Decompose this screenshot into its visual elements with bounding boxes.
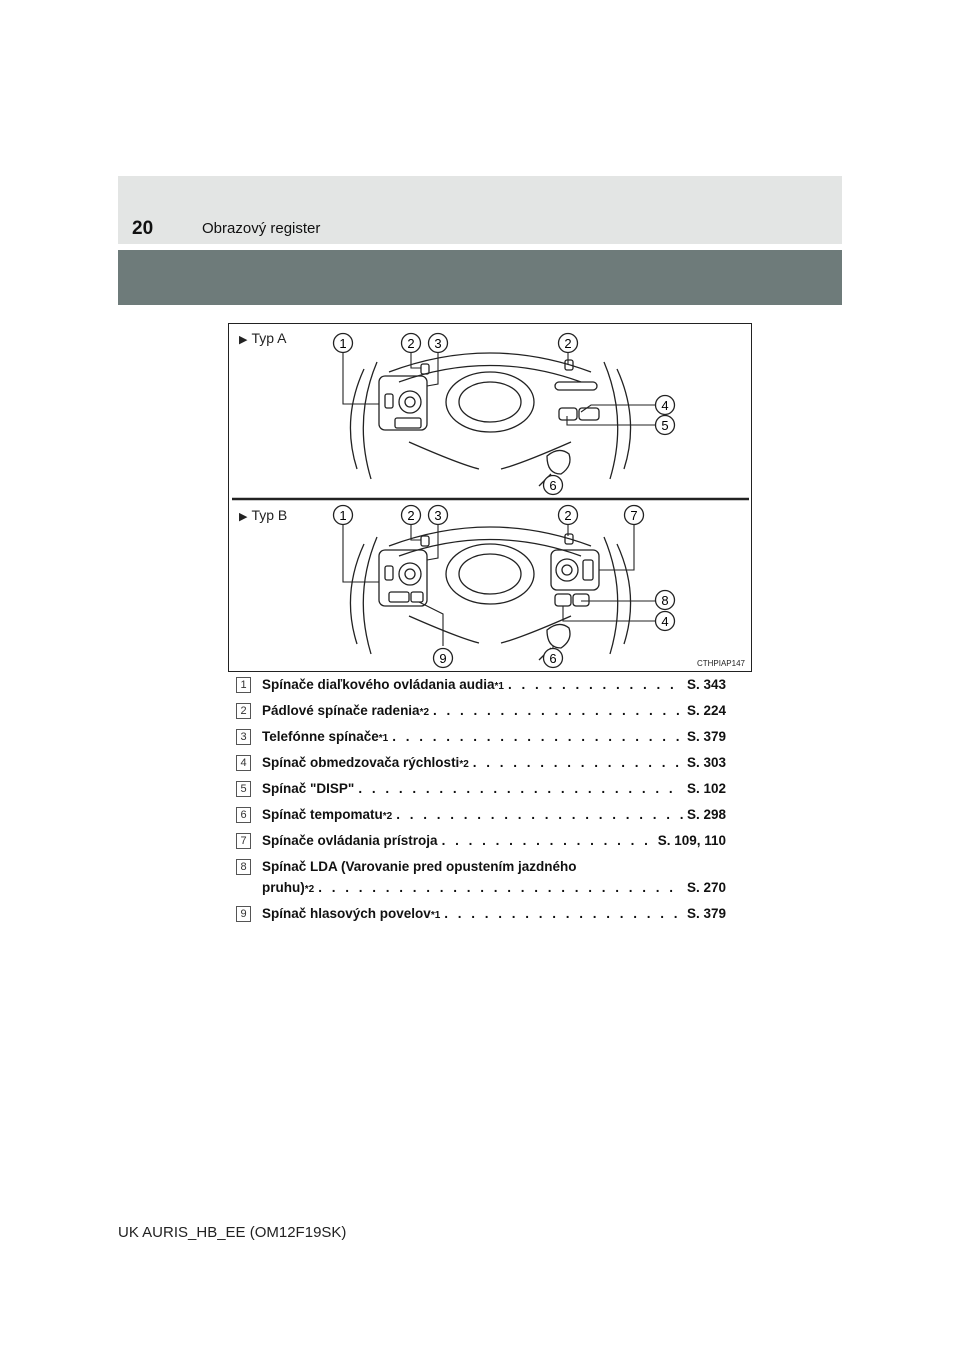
- page-ref-link[interactable]: S. 343: [686, 677, 726, 692]
- entry-number: 6: [236, 807, 251, 823]
- entry-text: Pádlové spínače radenia: [262, 703, 420, 718]
- callout-b-6: [544, 649, 563, 668]
- entry-text: Spínač tempomatu: [262, 807, 383, 822]
- steering-wheel-illustration: [229, 324, 753, 673]
- entry-text: Telefónne spínače: [262, 729, 379, 744]
- svg-text:2: 2: [564, 336, 572, 351]
- leader-dots: [318, 877, 683, 898]
- entry-text: Spínač obmedzovača rýchlosti: [262, 755, 460, 770]
- leader-dots: [392, 726, 683, 747]
- svg-text:3: 3: [434, 508, 442, 523]
- figure-code: CTHPIAP147: [696, 659, 745, 668]
- page-ref-link[interactable]: S. 102: [686, 781, 726, 796]
- entry-text: Spínače ovládania prístroja: [262, 833, 438, 848]
- callout-b-4: [656, 612, 675, 631]
- entry-number: 7: [236, 833, 251, 849]
- leader-dots: [396, 804, 683, 825]
- list-item: [236, 830, 726, 851]
- list-item: 1 Spínače diaľkového ovládania audia *1 . . . S. 343: [236, 674, 726, 695]
- svg-text:6: 6: [549, 478, 557, 493]
- svg-text:4: 4: [661, 398, 669, 413]
- wheel-type-a: [350, 353, 630, 486]
- svg-text:4: 4: [661, 614, 669, 629]
- svg-text:6: 6: [549, 651, 557, 666]
- entry-number: 1: [236, 677, 251, 693]
- callout-a-3: [429, 334, 448, 353]
- entry-text: Spínače diaľkového ovládania audia: [262, 677, 495, 692]
- page-ref-link[interactable]: S. 270: [686, 880, 726, 895]
- list-item: 6 Spínač tempomatu *2 . . . S. 298: [236, 804, 726, 825]
- callout-b-2: [402, 506, 421, 525]
- callout-b-1: [334, 506, 353, 525]
- callout-b-8: [656, 591, 675, 610]
- entry-number: 5: [236, 781, 251, 797]
- svg-text:3: 3: [434, 336, 442, 351]
- page-ref-link[interactable]: S. 379: [686, 729, 726, 744]
- callout-a-2: [402, 334, 421, 353]
- callout-b-9: [434, 649, 453, 668]
- svg-text:8: 8: [661, 593, 669, 608]
- list-item: 3 Telefónne spínače *1 . . . S. 379: [236, 726, 726, 747]
- callout-b-3: [429, 506, 448, 525]
- entry-number: 4: [236, 755, 251, 771]
- triangle-right-icon: ▶: [239, 511, 248, 523]
- svg-text:1: 1: [339, 336, 347, 351]
- svg-text:5: 5: [661, 418, 669, 433]
- page-number: 20: [132, 218, 154, 239]
- section-title: Obrazový register: [202, 220, 321, 237]
- index-entry-list: [236, 674, 726, 929]
- wheel-type-b: [350, 527, 630, 660]
- leader-dots: [358, 778, 683, 799]
- entry-number: 9: [236, 906, 251, 922]
- leader-dots: [442, 830, 654, 851]
- leader-dots: [433, 700, 683, 721]
- callout-a-4: [656, 396, 675, 415]
- svg-text:9: 9: [439, 651, 447, 666]
- type-b-label: ▶ Typ B: [239, 507, 288, 523]
- list-item: 4 Spínač obmedzovača rýchlosti *2 . . . S. 303: [236, 752, 726, 773]
- leader-dots: [508, 674, 683, 695]
- entry-text: pruhu): [262, 880, 305, 895]
- entry-text: Spínač "DISP": [262, 781, 355, 796]
- page-ref-link[interactable]: S. 298: [686, 807, 726, 822]
- page-ref-link[interactable]: S. 224: [686, 703, 726, 718]
- leader-dots: [444, 903, 683, 924]
- entry-text-line1: Spínač LDA (Varovanie pred opustením jazdného: [262, 859, 577, 874]
- list-item: 9 Spínač hlasových povelov *1 . . . S. 379: [236, 903, 726, 924]
- svg-text:2: 2: [564, 508, 572, 523]
- entry-number: 8: [236, 859, 251, 875]
- callout-a-6: [544, 476, 563, 495]
- footer-model-code: UK AURIS_HB_EE (OM12F19SK): [118, 1224, 347, 1241]
- list-item: 2 Pádlové spínače radenia *2 . . . S. 224: [236, 700, 726, 721]
- callout-a-2b: [559, 334, 578, 353]
- list-item: [236, 778, 726, 799]
- page-ref-link[interactable]: S. 109, 110: [657, 833, 726, 848]
- type-a-label: ▶ Typ A: [239, 330, 287, 346]
- title-band: [118, 250, 842, 305]
- svg-text:2: 2: [407, 336, 415, 351]
- leader-dots: [473, 752, 683, 773]
- svg-text:7: 7: [630, 508, 638, 523]
- callout-b-2b: [559, 506, 578, 525]
- triangle-right-icon: ▶: [239, 334, 248, 346]
- svg-text:1: 1: [339, 508, 347, 523]
- entry-number: 2: [236, 703, 251, 719]
- page-ref-link[interactable]: S. 303: [686, 755, 726, 770]
- list-item: 8 Spínač LDA (Varovanie pred opustením jazdného pruhu) *2 . . . S. 270: [236, 856, 726, 898]
- entry-number: 3: [236, 729, 251, 745]
- steering-wheel-figure: [228, 323, 752, 672]
- entry-text: Spínač hlasových povelov: [262, 906, 431, 921]
- page-ref-link[interactable]: S. 379: [686, 906, 726, 921]
- callout-b-7: [625, 506, 644, 525]
- callout-a-5: [656, 416, 675, 435]
- header-band: [118, 176, 842, 244]
- svg-text:2: 2: [407, 508, 415, 523]
- callout-a-1: [334, 334, 353, 353]
